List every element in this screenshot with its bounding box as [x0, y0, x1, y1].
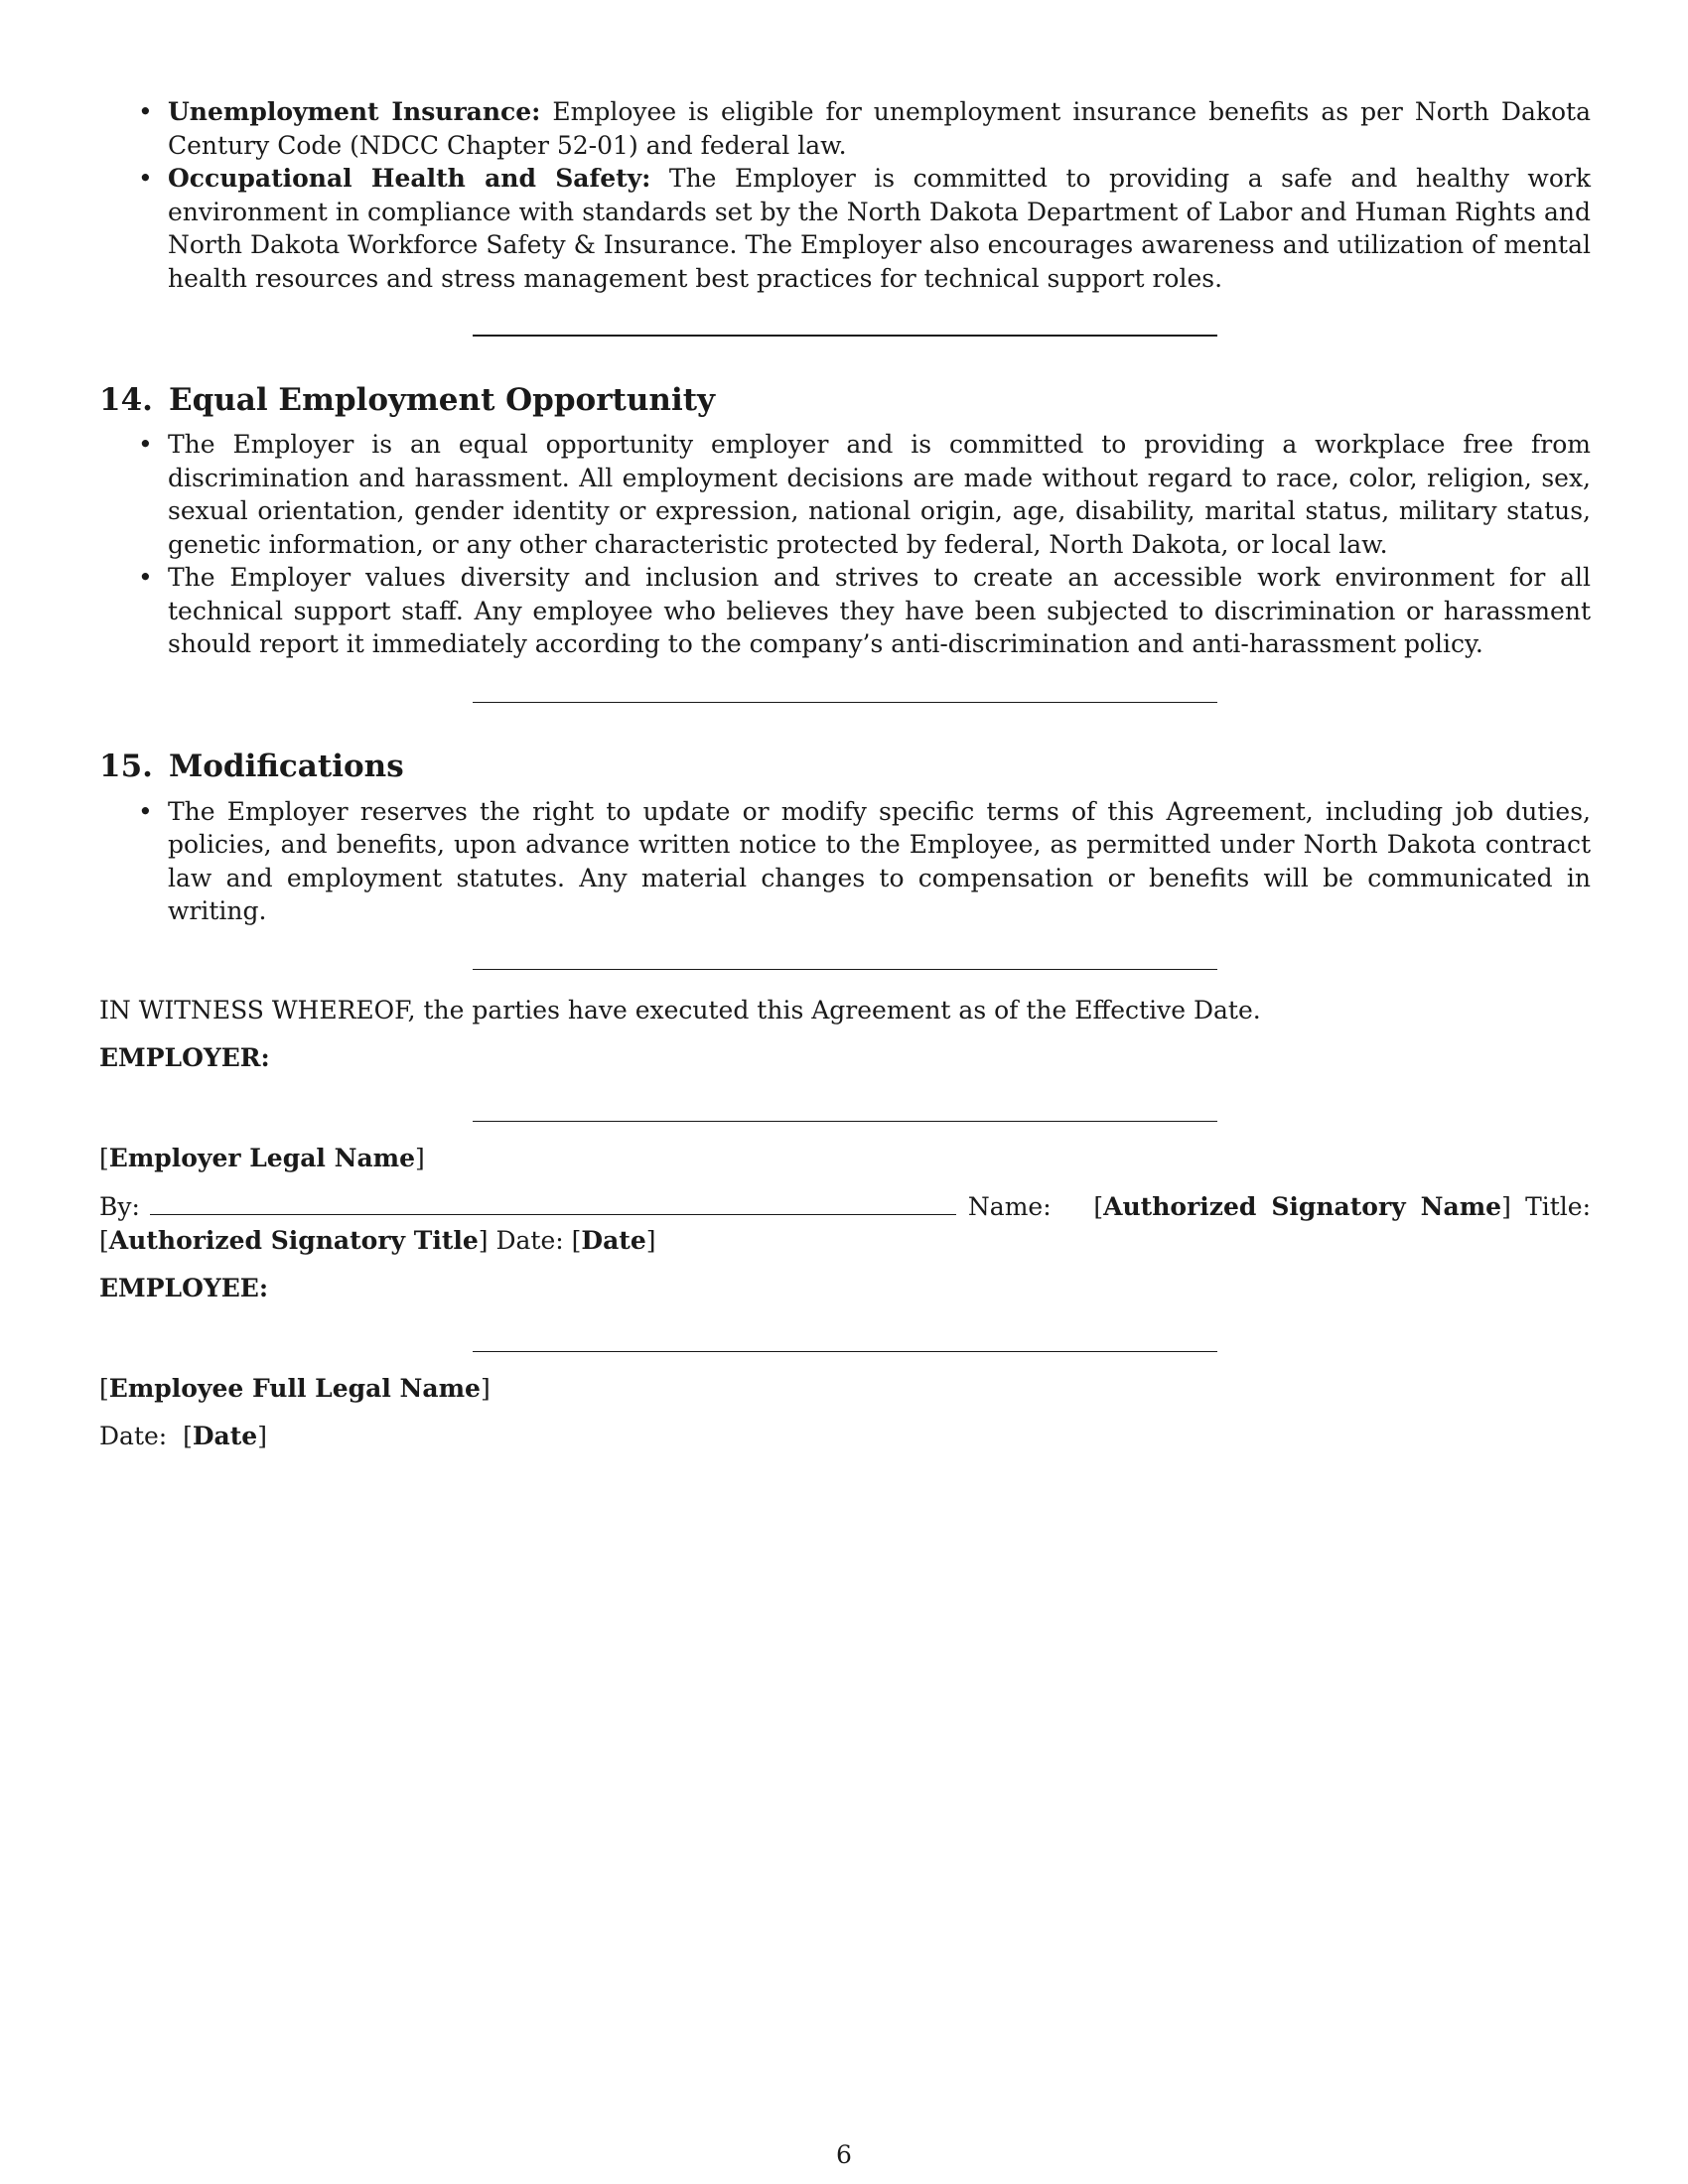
date-value: Date	[192, 1422, 258, 1450]
section-number: 15.	[99, 748, 153, 784]
signatory-title: Authorized Signatory Title	[108, 1225, 479, 1255]
employer-legal-name: [Employer Legal Name]	[99, 1143, 425, 1172]
employee-date: Date: [Date]	[99, 1422, 267, 1450]
witness-statement: IN WITNESS WHEREOF, the parties have executed this Agreement as of the Effective Date.	[99, 995, 1261, 1024]
modifications-list	[99, 795, 1591, 928]
section-divider	[473, 335, 1217, 337]
eeo-list	[99, 428, 1591, 661]
employer-signature-line	[473, 1121, 1217, 1122]
name-label: Name:	[967, 1192, 1052, 1221]
section-heading	[99, 747, 1591, 786]
date-label: Date:	[495, 1225, 564, 1255]
by-label: By:	[99, 1192, 140, 1221]
page-number: 6	[836, 2140, 852, 2169]
list-item	[99, 162, 1591, 295]
section-title: Equal Employment Opportunity	[168, 382, 716, 418]
title-label: Title:	[1525, 1192, 1591, 1221]
section-heading	[99, 380, 1591, 420]
employee-heading: EMPLOYEE:	[99, 1274, 269, 1302]
bullet-term: Unemployment Insurance:	[168, 97, 541, 126]
signatory-name: Authorized Signatory Name	[1103, 1192, 1502, 1221]
date-value: Date	[581, 1225, 646, 1255]
section-title: Modifications	[168, 748, 404, 784]
bullet-text: Employee is eligible for unemployment insurance benefits as per North Dakota Century Code (NDCC Chapter 52-01) and federal law.	[168, 97, 1591, 160]
date-label: Date:	[99, 1422, 168, 1450]
benefits-list	[99, 95, 1591, 295]
bullet-text: The Employer is committed to providing a safe and healthy work environment in compliance with standards set by the North Dakota Department of Labor and Human Rights and North Dakota Workforce Safety & Insurance. The Employer also encourages awareness and utilization of mental health resources and stress management best practices for technical support roles.	[168, 164, 1591, 293]
by-signature-line	[150, 1192, 956, 1215]
employee-signature-line	[473, 1351, 1217, 1352]
list-item: • The Employer reserves the right to update or modify specific terms of this Agreement, including job duties, policies, and benefits, upon advance written notice to the Employee, as permitted under North Dakota contract law and employment statutes. Any material changes to compensation or benefits will be communicated in writing.	[99, 795, 1591, 928]
document-page	[99, 95, 1591, 1453]
bullet-term: Occupational Health and Safety:	[168, 164, 651, 193]
list-item	[99, 95, 1591, 162]
employer-heading: EMPLOYER:	[99, 1043, 270, 1072]
section-number: 14.	[99, 382, 153, 418]
list-item: • The Employer values diversity and inclusion and strives to create an accessible work environment for all technical support staff. Any employee who believes they have been subjected to discrimination or harassment should report it immediately according to the company’s anti-discrimination and anti-harassment policy.	[99, 561, 1591, 661]
section-divider	[473, 702, 1217, 703]
section-divider	[473, 969, 1217, 970]
employee-legal-name: [Employee Full Legal Name]	[99, 1373, 491, 1403]
employer-signature-block: By: Name: [Authorized Signatory Name] Title: [Authorized Signatory Title] Date: [Date]	[99, 1192, 1591, 1255]
list-item: • The Employer is an equal opportunity employer and is committed to providing a workplace free from discrimination and harassment. All employment decisions are made without regard to race, color, religion, sex, sexual orientation, gender identity or expression, national origin, age, disability, marital status, military status, genetic information, or any other characteristic protected by federal, North Dakota, or local law.	[99, 428, 1591, 561]
